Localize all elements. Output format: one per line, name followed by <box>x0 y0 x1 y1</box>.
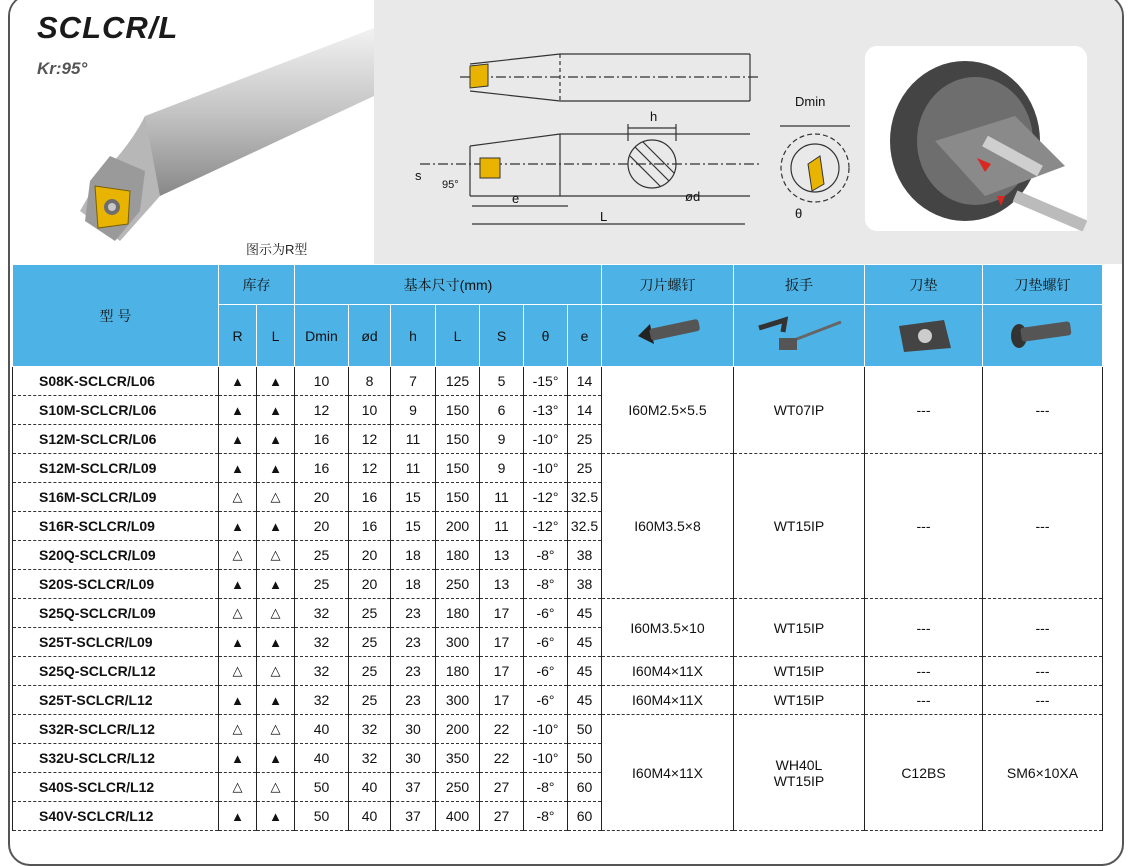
cell-stock-l: ▲ <box>257 512 295 541</box>
cell-dmin: 32 <box>295 686 349 715</box>
cell-stock-l: ▲ <box>257 628 295 657</box>
cell-dmin: 20 <box>295 483 349 512</box>
cell-od: 25 <box>349 657 391 686</box>
cell-e: 45 <box>568 599 602 628</box>
cell-dmin: 25 <box>295 541 349 570</box>
cell-shim: --- <box>865 367 983 454</box>
cell-h: 30 <box>391 715 436 744</box>
cell-shim: --- <box>865 657 983 686</box>
cell-e: 45 <box>568 628 602 657</box>
cell-s: 17 <box>480 657 524 686</box>
cell-stock-r: ▲ <box>219 396 257 425</box>
cell-s: 11 <box>480 512 524 541</box>
cell-od: 20 <box>349 541 391 570</box>
cell-h: 37 <box>391 802 436 831</box>
dim-label-h: h <box>650 109 658 124</box>
cell-dmin: 32 <box>295 657 349 686</box>
cell-s: 17 <box>480 599 524 628</box>
cell-h: 30 <box>391 744 436 773</box>
cell-h: 11 <box>391 454 436 483</box>
cell-stock-r: △ <box>219 657 257 686</box>
technical-drawing <box>400 46 850 246</box>
table-row <box>13 454 1103 483</box>
cell-od: 16 <box>349 512 391 541</box>
cell-s: 22 <box>480 715 524 744</box>
shim-icon <box>865 305 983 367</box>
wrench-code: WT15IP <box>773 772 825 789</box>
model-code: S20Q-SCLCR/L09 <box>13 541 219 570</box>
cell-theta: -10° <box>524 454 568 483</box>
cell-length: 150 <box>436 483 480 512</box>
cell-stock-l: ▲ <box>257 802 295 831</box>
wrench-code: WH40L <box>775 756 823 773</box>
cell-shim: --- <box>865 599 983 657</box>
cell-theta: -10° <box>524 715 568 744</box>
cell-shim-screw: --- <box>983 686 1103 715</box>
subheader-od: ød <box>349 305 391 367</box>
cell-stock-r: ▲ <box>219 425 257 454</box>
model-code: S16R-SCLCR/L09 <box>13 512 219 541</box>
model-code: S25Q-SCLCR/L09 <box>13 599 219 628</box>
cell-stock-r: △ <box>219 541 257 570</box>
cell-shim: --- <box>865 686 983 715</box>
cell-s: 27 <box>480 773 524 802</box>
cell-dmin: 32 <box>295 628 349 657</box>
subheader-e: e <box>568 305 602 367</box>
cell-dmin: 16 <box>295 454 349 483</box>
cell-theta: -10° <box>524 744 568 773</box>
cell-shim-screw: --- <box>983 657 1103 686</box>
cell-length: 180 <box>436 541 480 570</box>
cell-stock-l: ▲ <box>257 425 295 454</box>
cell-e: 50 <box>568 715 602 744</box>
cell-dmin: 40 <box>295 715 349 744</box>
subheader-l: L <box>257 305 295 367</box>
cell-shim-screw: --- <box>983 367 1103 454</box>
cell-h: 23 <box>391 657 436 686</box>
cell-stock-l: △ <box>257 483 295 512</box>
subheader-s: S <box>480 305 524 367</box>
header-wrench: 扳手 <box>734 265 865 305</box>
cell-wrench <box>734 715 865 831</box>
cell-wrench: WT15IP <box>734 599 865 657</box>
subheader-dmin: Dmin <box>295 305 349 367</box>
cell-stock-l: △ <box>257 541 295 570</box>
cell-theta: -8° <box>524 773 568 802</box>
cell-length: 180 <box>436 657 480 686</box>
cell-od: 40 <box>349 773 391 802</box>
cell-length: 125 <box>436 367 480 396</box>
cell-od: 32 <box>349 715 391 744</box>
dim-label-s: s <box>415 168 422 183</box>
cell-stock-r: ▲ <box>219 628 257 657</box>
cell-stock-l: △ <box>257 599 295 628</box>
approach-angle: Kr:95° <box>37 59 88 78</box>
cell-od: 40 <box>349 802 391 831</box>
cell-h: 15 <box>391 512 436 541</box>
cell-h: 37 <box>391 773 436 802</box>
image-caption: 图示为R型 <box>246 242 308 257</box>
cell-stock-l: ▲ <box>257 744 295 773</box>
cell-stock-l: ▲ <box>257 686 295 715</box>
dim-label-theta: θ <box>795 206 803 221</box>
model-code: S16M-SCLCR/L09 <box>13 483 219 512</box>
cell-s: 17 <box>480 686 524 715</box>
model-code: S32R-SCLCR/L12 <box>13 715 219 744</box>
cell-dmin: 16 <box>295 425 349 454</box>
dim-label-angle: 95° <box>442 179 459 191</box>
cell-wrench: WT07IP <box>734 367 865 454</box>
model-code: S40S-SCLCR/L12 <box>13 773 219 802</box>
cell-theta: -6° <box>524 686 568 715</box>
subheader-r: R <box>219 305 257 367</box>
cell-h: 15 <box>391 483 436 512</box>
cell-theta: -13° <box>524 396 568 425</box>
cell-dmin: 50 <box>295 773 349 802</box>
screw-icon <box>602 305 734 367</box>
cell-s: 9 <box>480 454 524 483</box>
shim-screw-icon <box>983 305 1103 367</box>
header-dimensions: 基本尺寸(mm) <box>295 265 602 305</box>
cell-h: 18 <box>391 570 436 599</box>
cell-e: 50 <box>568 744 602 773</box>
cell-stock-l: △ <box>257 773 295 802</box>
cell-s: 13 <box>480 541 524 570</box>
cell-insert-screw: I60M3.5×10 <box>602 599 734 657</box>
cell-length: 300 <box>436 686 480 715</box>
cell-stock-r: ▲ <box>219 744 257 773</box>
cell-length: 150 <box>436 396 480 425</box>
cell-insert-screw: I60M2.5×5.5 <box>602 367 734 454</box>
cell-stock-l: ▲ <box>257 367 295 396</box>
cell-s: 6 <box>480 396 524 425</box>
model-code: S32U-SCLCR/L12 <box>13 744 219 773</box>
cell-od: 16 <box>349 483 391 512</box>
cell-stock-r: ▲ <box>219 454 257 483</box>
cell-e: 32.5 <box>568 483 602 512</box>
header-shim-screw: 刀垫螺钉 <box>983 265 1103 305</box>
cell-e: 32.5 <box>568 512 602 541</box>
model-code: S25T-SCLCR/L09 <box>13 628 219 657</box>
cell-length: 400 <box>436 802 480 831</box>
dim-label-e: e <box>512 191 520 206</box>
table-row <box>13 599 1103 628</box>
machining-application-image <box>865 46 1087 231</box>
cell-od: 12 <box>349 425 391 454</box>
table-row <box>13 367 1103 396</box>
dim-label-dmin: Dmin <box>795 94 826 109</box>
cell-s: 11 <box>480 483 524 512</box>
product-title: SCLCR/L <box>37 10 179 45</box>
cell-e: 25 <box>568 454 602 483</box>
cell-h: 18 <box>391 541 436 570</box>
subheader-length: L <box>436 305 480 367</box>
tool-photo-panel <box>10 0 374 264</box>
cell-length: 150 <box>436 454 480 483</box>
cell-s: 22 <box>480 744 524 773</box>
cell-e: 25 <box>568 425 602 454</box>
cell-stock-l: ▲ <box>257 570 295 599</box>
cell-e: 14 <box>568 396 602 425</box>
header-shim: 刀垫 <box>865 265 983 305</box>
cell-h: 23 <box>391 599 436 628</box>
model-code: S40V-SCLCR/L12 <box>13 802 219 831</box>
cell-e: 45 <box>568 686 602 715</box>
cell-dmin: 32 <box>295 599 349 628</box>
cell-dmin: 10 <box>295 367 349 396</box>
cell-e: 60 <box>568 802 602 831</box>
model-code: S12M-SCLCR/L09 <box>13 454 219 483</box>
table-row <box>13 715 1103 744</box>
subheader-theta: θ <box>524 305 568 367</box>
cell-stock-l: △ <box>257 657 295 686</box>
cell-e: 60 <box>568 773 602 802</box>
cell-theta: -6° <box>524 628 568 657</box>
cell-h: 11 <box>391 425 436 454</box>
cell-wrench: WT15IP <box>734 454 865 599</box>
model-code: S12M-SCLCR/L06 <box>13 425 219 454</box>
catalog-frame <box>8 0 1124 866</box>
cell-od: 25 <box>349 686 391 715</box>
dim-label-L: L <box>600 209 608 224</box>
cell-stock-r: ▲ <box>219 686 257 715</box>
application-photo-panel <box>865 46 1087 231</box>
model-code: S10M-SCLCR/L06 <box>13 396 219 425</box>
table-row <box>13 686 1103 715</box>
cell-od: 32 <box>349 744 391 773</box>
cell-length: 150 <box>436 425 480 454</box>
cell-length: 350 <box>436 744 480 773</box>
cell-theta: -8° <box>524 802 568 831</box>
cell-dmin: 40 <box>295 744 349 773</box>
cell-s: 13 <box>480 570 524 599</box>
model-code: S25T-SCLCR/L12 <box>13 686 219 715</box>
header-insert-screw: 刀片螺钉 <box>602 265 734 305</box>
cell-stock-r: △ <box>219 483 257 512</box>
header-model: 型 号 <box>13 265 219 367</box>
specification-table <box>12 264 1103 831</box>
cell-e: 14 <box>568 367 602 396</box>
cell-h: 23 <box>391 628 436 657</box>
cell-insert-screw: I60M4×11X <box>602 686 734 715</box>
cell-stock-r: ▲ <box>219 802 257 831</box>
cell-s: 27 <box>480 802 524 831</box>
cell-s: 5 <box>480 367 524 396</box>
cell-length: 300 <box>436 628 480 657</box>
model-code: S20S-SCLCR/L09 <box>13 570 219 599</box>
cell-od: 25 <box>349 628 391 657</box>
cell-s: 9 <box>480 425 524 454</box>
cell-shim: C12BS <box>865 715 983 831</box>
dim-label-od: ød <box>685 189 701 204</box>
cell-length: 200 <box>436 512 480 541</box>
cell-wrench: WT15IP <box>734 657 865 686</box>
cell-theta: -6° <box>524 657 568 686</box>
cell-od: 10 <box>349 396 391 425</box>
cell-dmin: 12 <box>295 396 349 425</box>
cell-h: 9 <box>391 396 436 425</box>
cell-length: 200 <box>436 715 480 744</box>
cell-theta: -15° <box>524 367 568 396</box>
cell-insert-screw: I60M4×11X <box>602 715 734 831</box>
cell-od: 25 <box>349 599 391 628</box>
cell-stock-l: ▲ <box>257 454 295 483</box>
cell-stock-r: △ <box>219 715 257 744</box>
header-panel <box>10 0 1122 264</box>
cell-shim-screw: SM6×10XA <box>983 715 1103 831</box>
cell-length: 250 <box>436 570 480 599</box>
cell-dmin: 50 <box>295 802 349 831</box>
cell-stock-l: ▲ <box>257 396 295 425</box>
cell-e: 38 <box>568 541 602 570</box>
cell-wrench: WT15IP <box>734 686 865 715</box>
cell-stock-r: △ <box>219 599 257 628</box>
cell-stock-r: ▲ <box>219 512 257 541</box>
cell-dmin: 20 <box>295 512 349 541</box>
cell-h: 23 <box>391 686 436 715</box>
cell-e: 45 <box>568 657 602 686</box>
wrench-icon <box>734 305 865 367</box>
model-code: S08K-SCLCR/L06 <box>13 367 219 396</box>
spec-table-body <box>13 367 1103 831</box>
cell-stock-r: ▲ <box>219 367 257 396</box>
cell-shim: --- <box>865 454 983 599</box>
cell-theta: -8° <box>524 541 568 570</box>
cell-theta: -12° <box>524 512 568 541</box>
cell-dmin: 25 <box>295 570 349 599</box>
cell-stock-r: △ <box>219 773 257 802</box>
cell-length: 250 <box>436 773 480 802</box>
cell-theta: -8° <box>524 570 568 599</box>
cell-od: 12 <box>349 454 391 483</box>
cell-length: 180 <box>436 599 480 628</box>
cell-insert-screw: I60M4×11X <box>602 657 734 686</box>
subheader-h: h <box>391 305 436 367</box>
cell-od: 8 <box>349 367 391 396</box>
table-row <box>13 657 1103 686</box>
cell-s: 17 <box>480 628 524 657</box>
cell-insert-screw: I60M3.5×8 <box>602 454 734 599</box>
header-stock: 库存 <box>219 265 295 305</box>
cell-h: 7 <box>391 367 436 396</box>
cell-e: 38 <box>568 570 602 599</box>
cell-theta: -12° <box>524 483 568 512</box>
cell-od: 20 <box>349 570 391 599</box>
cell-shim-screw: --- <box>983 599 1103 657</box>
cell-theta: -6° <box>524 599 568 628</box>
cell-stock-r: ▲ <box>219 570 257 599</box>
model-code: S25Q-SCLCR/L12 <box>13 657 219 686</box>
cell-stock-l: △ <box>257 715 295 744</box>
cell-shim-screw: --- <box>983 454 1103 599</box>
cell-theta: -10° <box>524 425 568 454</box>
